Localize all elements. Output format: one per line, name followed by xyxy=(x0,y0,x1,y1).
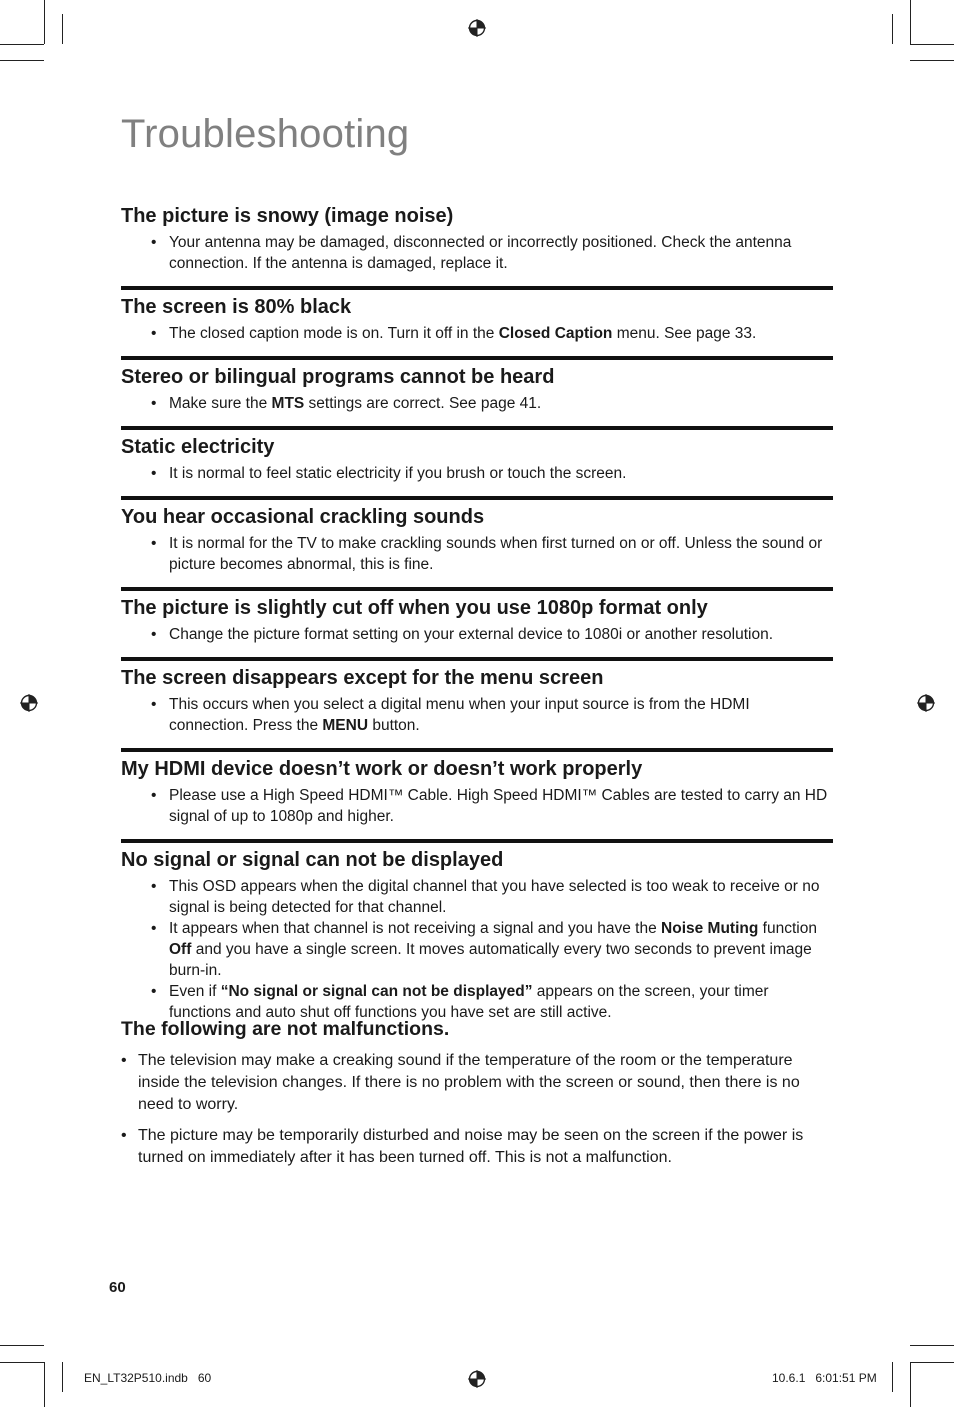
section-title: No signal or signal can not be displayed xyxy=(121,849,504,871)
footer-timestamp: 10.6.1 6:01:51 PM xyxy=(772,1371,877,1385)
section-title: The screen disappears except for the menu screen xyxy=(121,667,604,689)
registration-mark-icon xyxy=(468,19,486,37)
crop-mark xyxy=(910,1362,911,1407)
crop-mark xyxy=(892,1362,893,1392)
text-run: menu. See page 33. xyxy=(612,325,757,342)
bullet-item xyxy=(121,876,833,918)
crop-mark xyxy=(44,1362,45,1407)
troubleshooting-section xyxy=(121,204,833,278)
section-title: The picture is snowy (image noise) xyxy=(121,205,454,227)
crop-mark xyxy=(0,44,44,45)
note-item: • The picture may be temporarily disturbed and noise may be seen on the screen if the power is turned on immediately after it has been turned off. This is not a malfunction. xyxy=(121,1125,833,1169)
bullet-list xyxy=(121,463,833,484)
bullet-list xyxy=(121,694,833,736)
bullet-item xyxy=(121,918,833,981)
bullet-item xyxy=(121,533,833,575)
bullet-list xyxy=(121,785,833,827)
section-title: The picture is slightly cut off when you use 1080p format only xyxy=(121,597,708,619)
text-run: Please use a High Speed HDMI™ Cable. High Speed HDMI™ Cables are tested to carry an HD signal of up to 1080p and higher. xyxy=(169,787,828,825)
bullet-list xyxy=(121,624,833,645)
troubleshooting-section xyxy=(121,839,833,1027)
bullet-item xyxy=(121,694,833,736)
registration-mark-icon xyxy=(20,694,38,712)
crop-mark xyxy=(44,0,45,44)
crop-mark xyxy=(62,14,63,44)
crop-mark xyxy=(910,0,911,44)
crop-mark xyxy=(910,1362,954,1363)
crop-mark xyxy=(62,1362,63,1392)
bullet-item xyxy=(121,463,833,484)
note-item: • The television may make a creaking sound if the temperature of the room or the temperature inside the television changes. If there is no problem with the screen or sound, then there is no need to worry. xyxy=(121,1050,833,1116)
troubleshooting-section xyxy=(121,356,833,418)
bullet-list xyxy=(121,533,833,575)
crop-mark xyxy=(910,44,954,45)
bold-term: “No signal or signal can not be displayed” xyxy=(220,983,533,1000)
section-title: Static electricity xyxy=(121,436,275,458)
bold-term: Off xyxy=(169,941,192,958)
troubleshooting-section xyxy=(121,657,833,740)
section-title: You hear occasional crackling sounds xyxy=(121,506,485,528)
bullet-item xyxy=(121,232,833,274)
text-run: function xyxy=(758,920,817,937)
registration-mark-icon xyxy=(468,1370,486,1388)
text-run: Even if xyxy=(169,983,221,1000)
troubleshooting-section xyxy=(121,426,833,488)
crop-mark xyxy=(892,14,893,44)
text-run: Make sure the xyxy=(169,395,272,412)
bullet-list xyxy=(121,876,833,1023)
notes-title: The following are not malfunctions. xyxy=(121,1018,450,1040)
troubleshooting-section xyxy=(121,587,833,649)
text-run: and you have a single screen. It moves automatically every two seconds to prevent image burn-in. xyxy=(169,941,812,979)
not-malfunctions-notes xyxy=(121,1016,833,1178)
registration-mark-icon xyxy=(917,694,935,712)
bullet-list xyxy=(121,232,833,274)
text-run: Change the picture format setting on your external device to 1080i or another resolution. xyxy=(169,626,774,643)
text-run: It is normal to feel static electricity if you brush or touch the screen. xyxy=(169,465,627,482)
bold-term: Noise Muting xyxy=(661,920,759,937)
text-run: This occurs when you select a digital menu when your input source is from the HDMI connection. Press the xyxy=(169,696,750,734)
bullet-item xyxy=(121,624,833,645)
text-run: This OSD appears when the digital channel that you have selected is too weak to receive or no signal is being detected for that channel. xyxy=(169,878,820,916)
troubleshooting-sections xyxy=(121,204,833,1027)
bold-term: Closed Caption xyxy=(498,325,613,342)
text-run: It is normal for the TV to make crackling sounds when first turned on or off. Unless the sound or picture becomes abnormal, this is fine. xyxy=(169,535,823,573)
bullet-list xyxy=(121,393,833,414)
text-run: The closed caption mode is on. Turn it off in the xyxy=(169,325,499,342)
page-number: 60 xyxy=(109,1279,126,1296)
crop-mark xyxy=(0,1362,44,1363)
bullet-item xyxy=(121,393,833,414)
text-run: Your antenna may be damaged, disconnected or incorrectly positioned. Check the antenna connection. If the antenna is damaged, replace it. xyxy=(169,234,792,272)
bullet-item xyxy=(121,785,833,827)
bold-term: MENU xyxy=(322,717,369,734)
text-run: appears on the screen, your timer functions and auto shut off functions you have set are still active. xyxy=(169,983,769,1021)
troubleshooting-section xyxy=(121,286,833,348)
section-title: The screen is 80% black xyxy=(121,296,352,318)
text-run: settings are correct. See page 41. xyxy=(304,395,542,412)
crop-mark xyxy=(910,60,954,61)
crop-mark xyxy=(0,60,44,61)
section-title: My HDMI device doesn’t work or doesn’t work properly xyxy=(121,758,643,780)
troubleshooting-section xyxy=(121,748,833,831)
bullet-list xyxy=(121,323,833,344)
bullet-item xyxy=(121,323,833,344)
text-run: button. xyxy=(368,717,420,734)
text-run: It appears when that channel is not receiving a signal and you have the xyxy=(169,920,662,937)
section-title: Stereo or bilingual programs cannot be heard xyxy=(121,366,555,388)
footer-file-name: EN_LT32P510.indb 60 xyxy=(84,1371,212,1385)
page-title: Troubleshooting xyxy=(121,112,410,156)
bold-term: MTS xyxy=(271,395,305,412)
troubleshooting-section xyxy=(121,496,833,579)
crop-mark xyxy=(910,1345,954,1346)
crop-mark xyxy=(0,1345,44,1346)
